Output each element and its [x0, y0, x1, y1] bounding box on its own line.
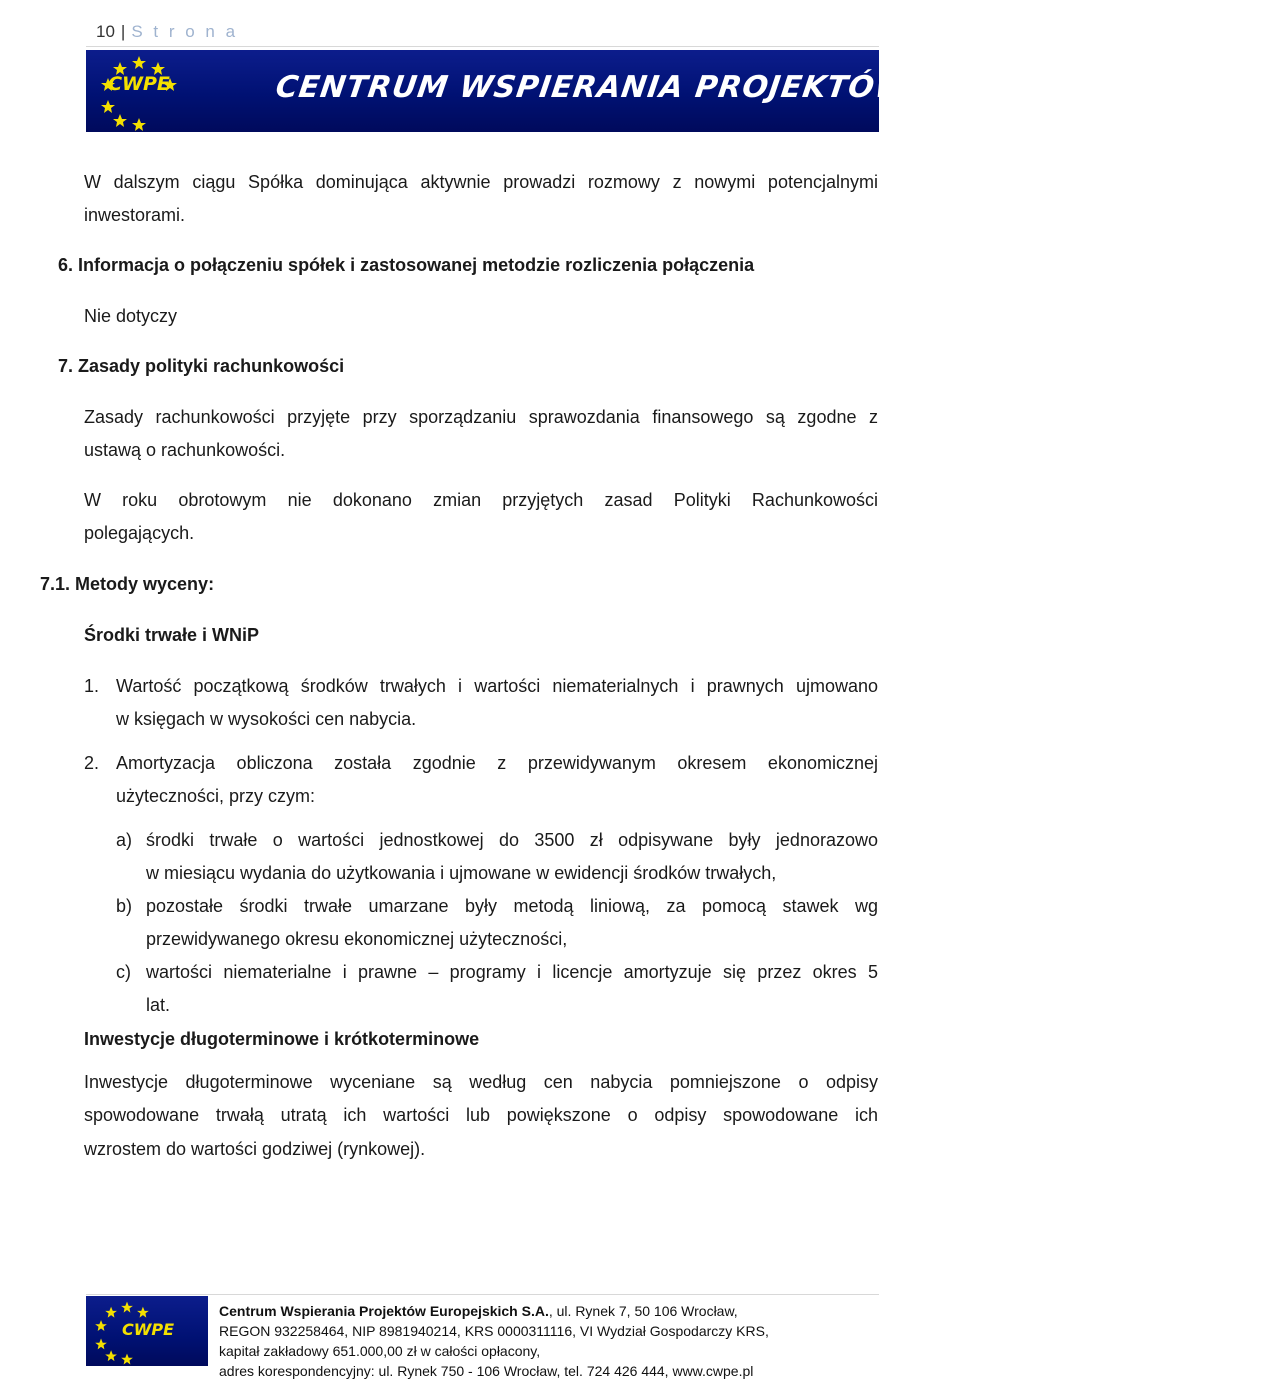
footer-logo-banner	[86, 1296, 208, 1366]
footer-line-3: kapitał zakładowy 651.000,00 zł w całości opłacony,	[219, 1343, 541, 1359]
page-word: S t r o n a	[131, 22, 239, 41]
list-item-line: w księgach w wysokości cen nabycia.	[116, 709, 417, 729]
sublist-label: b)	[116, 896, 133, 916]
paragraph-line: Nie dotyczy	[84, 306, 178, 326]
page-number-value: 10	[96, 22, 115, 41]
sublist-line: w miesiącu wydania do użytkowania i ujmowane w ewidencji środków trwałych,	[146, 863, 777, 883]
footer-company-info	[219, 1301, 769, 1381]
list-number: 1.	[84, 676, 100, 696]
page-separator: |	[120, 22, 126, 41]
list-item-line: użyteczności, przy czym:	[116, 786, 316, 806]
footer-line-1	[219, 1301, 769, 1321]
list-item-line: Amortyzacja obliczona została zgodnie z przewidywanym okresem ekonomicznej	[116, 753, 878, 773]
paragraph-line: W dalszym ciągu Spółka dominująca aktywnie prowadzi rozmowy z nowymi potencjalnymi	[84, 172, 878, 192]
page-number	[96, 22, 238, 42]
list-item-line: Wartość początkową środków trwałych i wartości niematerialnych i prawnych ujmowano	[116, 676, 878, 696]
paragraph-line: Zasady rachunkowości przyjęte przy sporządzaniu sprawozdania finansowego są zgodne z	[84, 407, 878, 427]
header-rule	[86, 46, 879, 47]
sublist-label: c)	[116, 962, 131, 982]
logo-text: CWPE	[108, 73, 170, 95]
paragraph-line: W roku obrotowym nie dokonano zmian przyjętych zasad Polityki Rachunkowości	[84, 490, 878, 510]
sublist-line: środki trwałe o wartości jednostkowej do 3500 zł odpisywane były jednorazowo	[146, 830, 878, 850]
sublist-line: pozostałe środki trwałe umarzane były metodą liniową, za pomocą stawek wg	[146, 896, 878, 916]
list-number: 2.	[84, 753, 100, 773]
paragraph-line: spowodowane trwałą utratą ich wartości lub powiększone o odpisy spowodowane ich	[84, 1105, 878, 1125]
sublist-label: a)	[116, 830, 133, 850]
header-banner	[86, 50, 1269, 132]
footer-line-2: REGON 932258464, NIP 8981940214, KRS 0000311116, VI Wydział Gospodarczy KRS,	[219, 1323, 769, 1339]
subheading-srodki: Środki trwałe i WNiP	[84, 625, 260, 645]
sublist-line: przewidywanego okresu ekonomicznej użyteczności,	[146, 929, 568, 949]
footer-company-name: Centrum Wspierania Projektów Europejskich S.A.	[219, 1303, 549, 1319]
footer-address: , ul. Rynek 7, 50 106 Wrocław,	[548, 1303, 738, 1319]
sublist-line: wartości niematerialne i prawne – programy i licencje amortyzuje się przez okres 5	[146, 962, 878, 982]
paragraph-line: wzrostem do wartości godziwej (rynkowej).	[84, 1139, 426, 1159]
section-heading-6: 6. Informacja o połączeniu spółek i zastosowanej metodzie rozliczenia połączenia	[58, 255, 755, 275]
section-heading-7: 7. Zasady polityki rachunkowości	[58, 356, 345, 376]
footer-line-4: adres korespondencyjny: ul. Rynek 750 - 106 Wrocław, tel. 724 426 444, www.cwpe.pl	[219, 1363, 754, 1379]
sublist-line: lat.	[146, 995, 171, 1015]
footer-logo-text: CWPE	[122, 1320, 175, 1339]
banner-title: CENTRUM WSPIERANIA PROJEKTÓW EUROPEJSKICH S.A.	[273, 70, 1269, 105]
footer-rule	[86, 1294, 879, 1295]
paragraph-line: polegających.	[84, 523, 195, 543]
paragraph-line: Inwestycje długoterminowe wyceniane są według cen nabycia pomniejszone o odpisy	[84, 1072, 878, 1092]
paragraph-line: inwestorami.	[84, 205, 186, 225]
paragraph-line: ustawą o rachunkowości.	[84, 440, 286, 460]
subheading-inwestycje: Inwestycje długoterminowe i krótkoterminowe	[84, 1029, 480, 1049]
section-heading-7-1: 7.1. Metody wyceny:	[40, 574, 215, 594]
